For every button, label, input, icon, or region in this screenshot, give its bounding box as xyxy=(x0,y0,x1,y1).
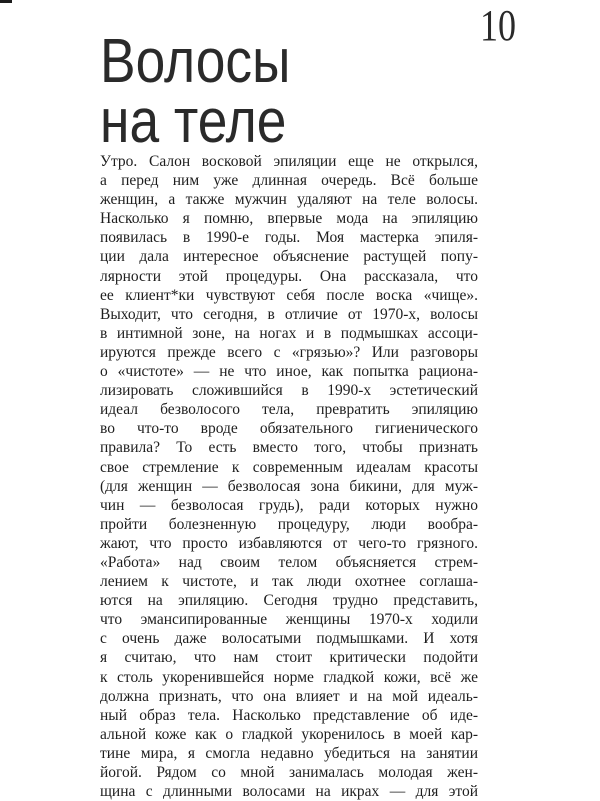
body-line: Насколько я помню, впервые мода на эпиляцию xyxy=(100,210,478,228)
body-line: альной коже как о гладкой укоренилось в моей кар- xyxy=(100,725,478,743)
body-line: ный образ тела. Насколько представление об иде- xyxy=(100,706,478,724)
body-line: что эмансипированные женщины 1970-х ходили xyxy=(100,611,478,629)
chapter-title-line-2: на теле xyxy=(100,87,287,156)
body-line: женщин, а также мужчин удаляют на теле волосы. xyxy=(100,191,478,209)
chapter-title-line-1: Волосы xyxy=(100,27,291,96)
chapter-title xyxy=(100,27,291,156)
body-line: появилась в 1990-е годы. Моя мастерка эпиля- xyxy=(100,229,478,247)
body-line: идеал безволосого тела, превратить эпиляцию xyxy=(100,401,478,419)
chapter-number: 10 xyxy=(480,1,517,50)
body-line: «Работа» над своим телом объясняется стрем- xyxy=(100,553,478,571)
body-line: пройти болезненную процедуру, люди вообра- xyxy=(100,515,478,533)
body-line: тине мира, я смогла недавно убедиться на занятии xyxy=(100,744,478,762)
body-line: в интимной зоне, на ногах и в подмышках ассоци- xyxy=(100,324,478,342)
body-line: лярности этой процедуры. Она рассказала, что xyxy=(100,267,478,285)
body-line: к столь укоренившейся норме гладкой кожи, всё же xyxy=(100,668,478,686)
body-line: свое стремление к современным идеалам красоты xyxy=(100,458,478,476)
body-line: жают, что просто избавляются от чего-то грязного. xyxy=(100,534,478,552)
body-line: ются на эпиляцию. Сегодня трудно представить, xyxy=(100,592,478,610)
body-line: во что-то вроде обязательного гигиенического xyxy=(100,420,478,438)
body-line: (для женщин — безволосая зона бикини, для муж- xyxy=(100,477,478,495)
body-line: с очень даже волосатыми подмышками. И хотя xyxy=(100,630,478,648)
body-line: о «чистоте» — не что иное, как попытка рациона- xyxy=(100,363,478,381)
scan-corner-mark xyxy=(0,0,12,3)
body-line: а перед ним уже длинная очередь. Всё больше xyxy=(100,172,478,190)
body-text xyxy=(100,152,478,801)
body-line: ции дала интересное объяснение растущей попу- xyxy=(100,248,478,266)
body-line: йогой. Рядом со мной занималась молодая жен- xyxy=(100,764,478,781)
body-line: правила? То есть вместо того, чтобы признать xyxy=(100,439,478,457)
body-line: чин — безволосая грудь), ради которых нужно xyxy=(100,496,478,514)
body-line: ее клиент*ки чувствуют себя после воска «чище». xyxy=(100,286,478,304)
body-line: лением к чистоте, и так люди охотнее соглаша- xyxy=(100,573,478,591)
body-line: Утро. Салон восковой эпиляции еще не открылся, xyxy=(100,153,478,170)
body-line: я считаю, что нам стоит критически подойти xyxy=(100,649,478,667)
body-line: должна признать, что она влияет и на мой идеаль- xyxy=(100,687,478,705)
body-line: Выходит, что сегодня, в отличие от 1970-х, волосы xyxy=(100,305,478,323)
body-line: ируются прежде всего с «грязью»? Или разговоры xyxy=(100,343,478,361)
body-line: щина с длинными волосами на икрах — для этой xyxy=(100,783,478,801)
body-line: лизировать сложившийся в 1990-х эстетический xyxy=(100,382,478,400)
